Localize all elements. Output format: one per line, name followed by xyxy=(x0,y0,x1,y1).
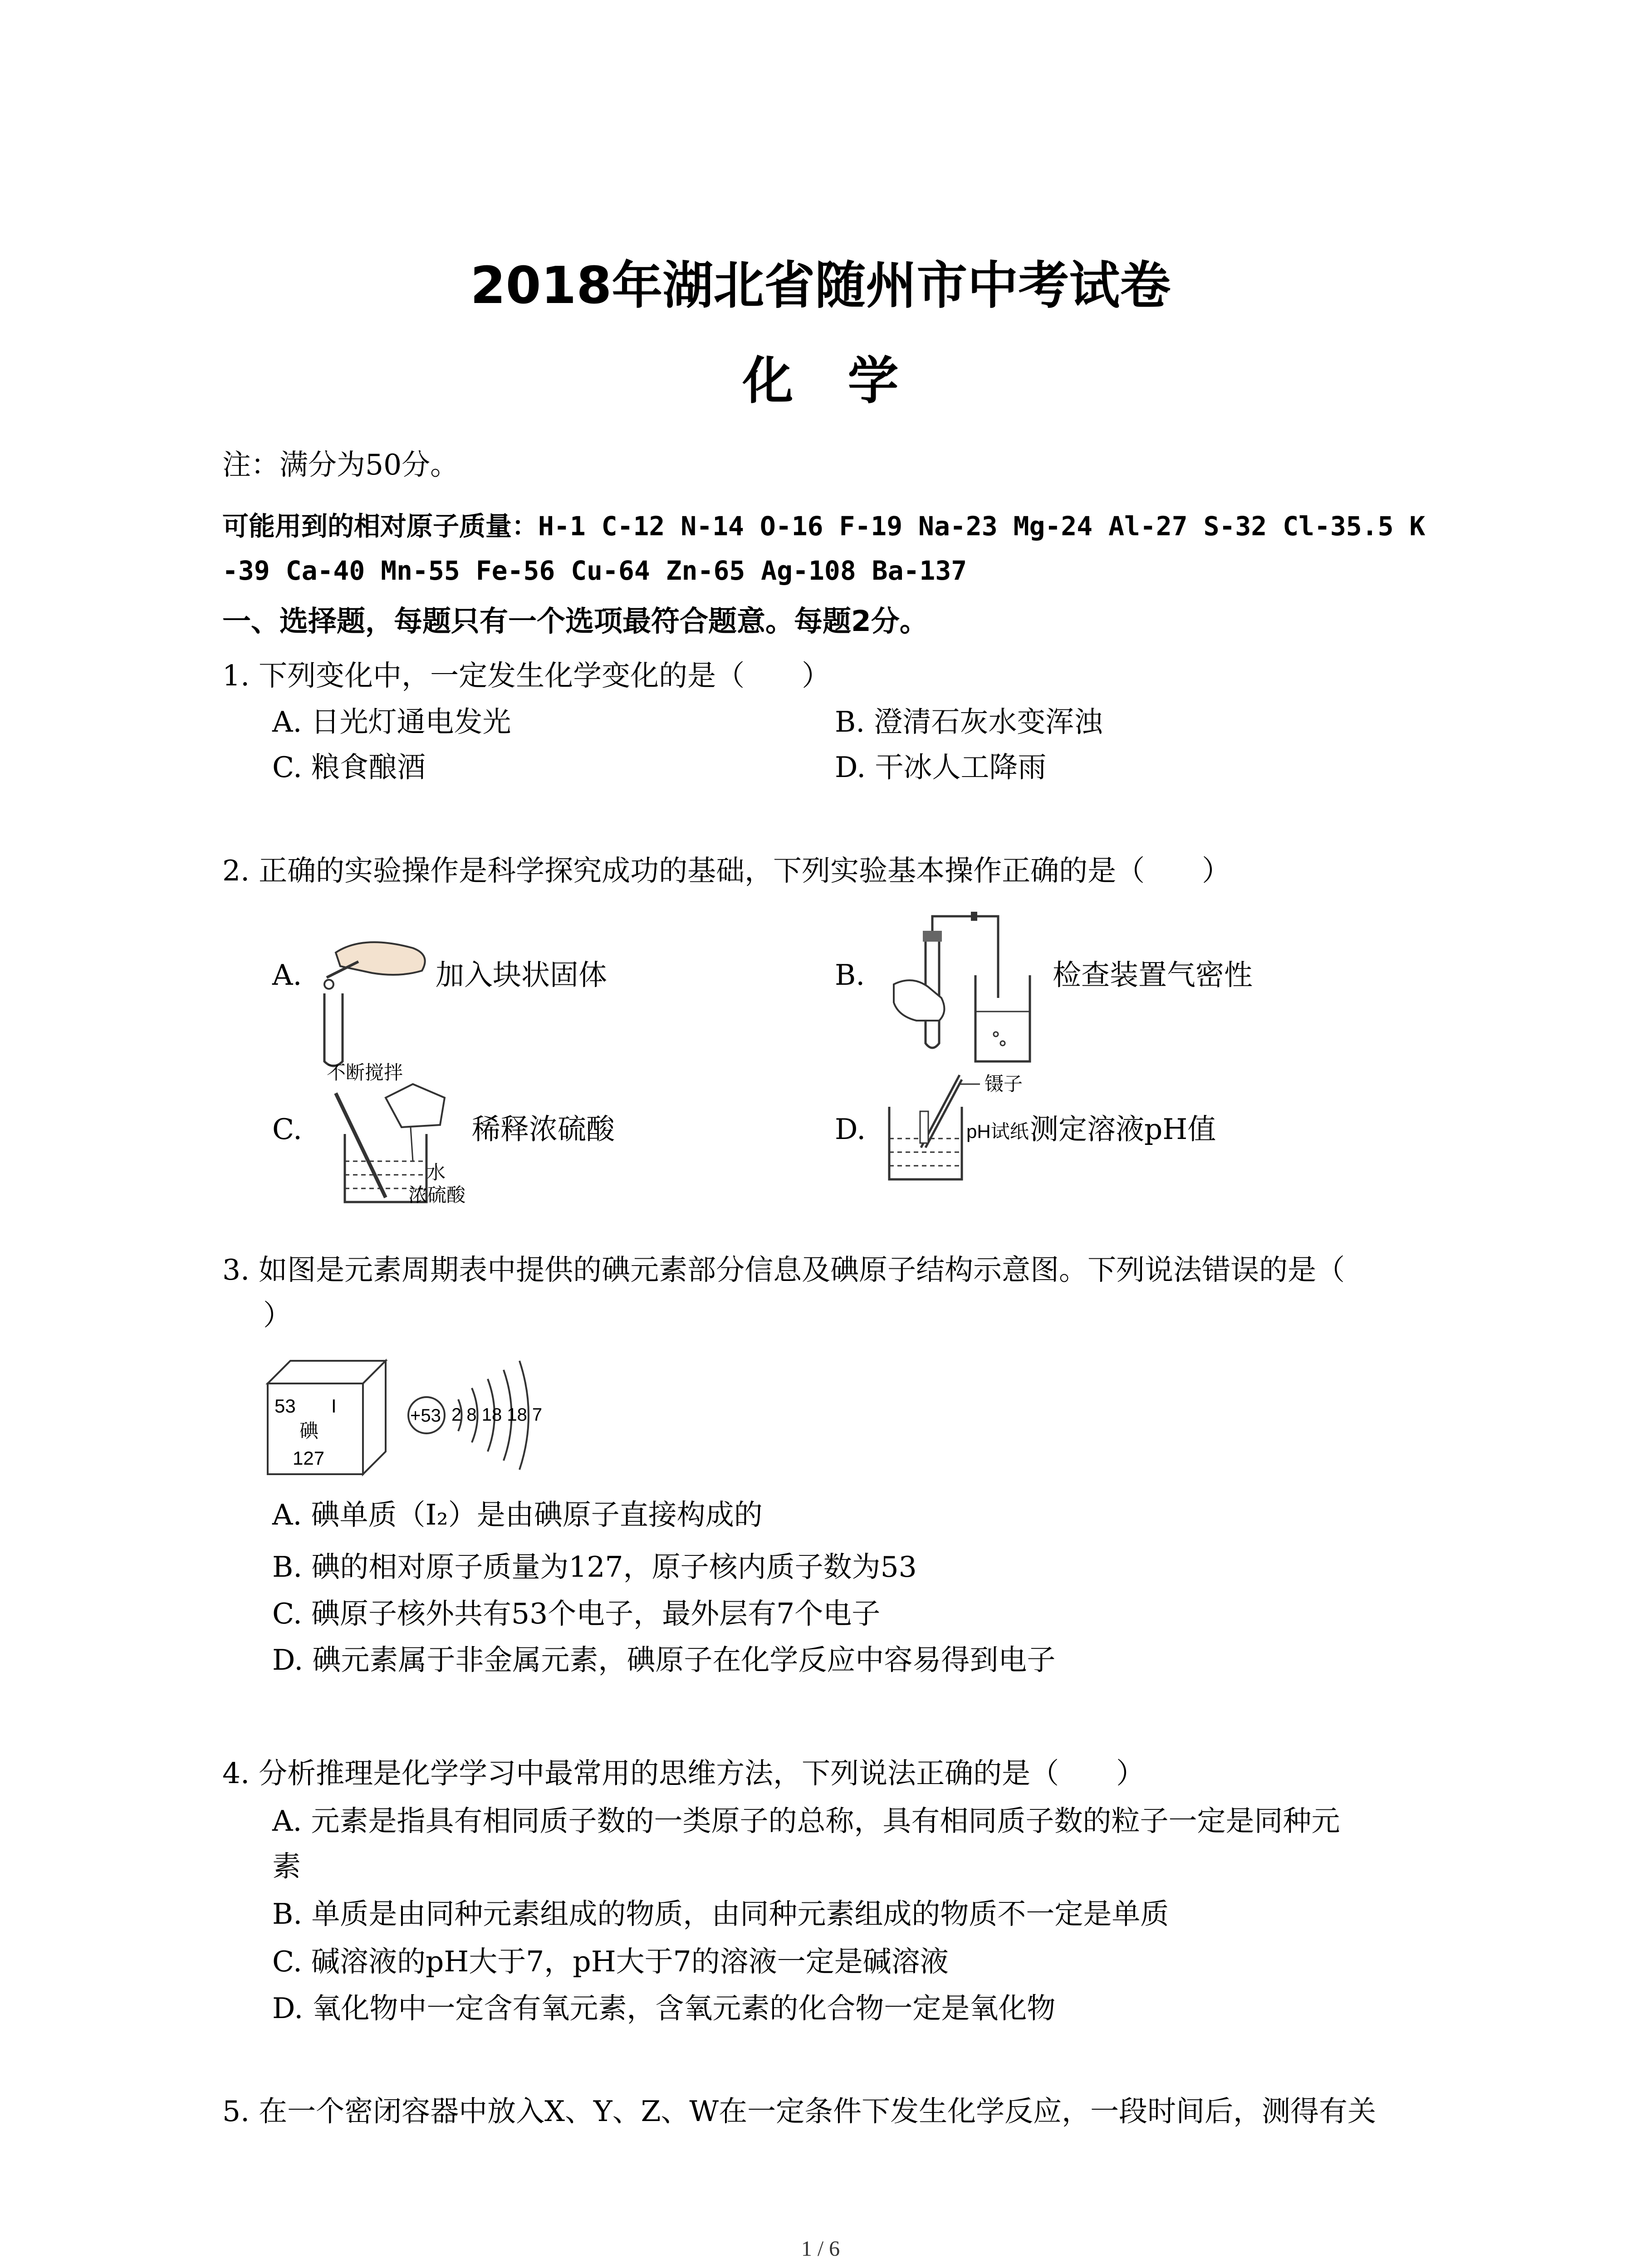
periodic-table-cell xyxy=(263,1356,390,1479)
question-1-option-d: D. 干冰人工降雨 xyxy=(835,751,1047,784)
tweezers-label: 镊子 xyxy=(985,1073,1023,1095)
question-3-option-a: A. 碘单质（I₂）是由碘原子直接构成的 xyxy=(272,1498,763,1531)
test-tube-solid-figure xyxy=(309,934,445,1070)
element-symbol: I xyxy=(331,1395,337,1417)
question-4-option-a-line-1: A. 元素是指具有相同质子数的一类原子的总称，具有相同质子数的粒子一定是同种元 xyxy=(272,1804,1340,1838)
question-3-option-b: B. 碘的相对原子质量为127，原子核内质子数为53 xyxy=(272,1550,917,1584)
water-label: 水 xyxy=(426,1162,446,1183)
question-2-option-b-letter: B. xyxy=(835,958,865,992)
atomic-number: 53 xyxy=(274,1395,296,1417)
question-5-stem: 5. 在一个密闭容器中放入X、Y、Z、W在一定条件下发生化学反应，一段时间后，测得有关 xyxy=(222,2095,1376,2128)
section-heading: 一、选择题，每题只有一个选项最符合题意。每题2分。 xyxy=(222,605,928,638)
question-2-option-b-text: 检查装置气密性 xyxy=(1053,958,1253,992)
ph-paper-label: pH试纸 xyxy=(966,1121,1029,1142)
score-note: 注：满分为50分。 xyxy=(222,448,459,481)
question-4-option-b: B. 单质是由同种元素组成的物质，由同种元素组成的物质不一定是单质 xyxy=(272,1897,1169,1931)
exam-title: 2018年湖北省随州市中考试卷 xyxy=(470,256,1171,315)
subject-title: 化学 xyxy=(742,352,953,411)
page-number: 1 / 6 xyxy=(801,2237,840,2261)
question-3-stem-line-1: 3. 如图是元素周期表中提供的碘元素部分信息及碘原子结构示意图。下列说法错误的是（ xyxy=(222,1253,1345,1286)
stir-label: 不断搅拌 xyxy=(327,1062,403,1083)
atomic-mass-line-1: 可能用到的相对原子质量：H-1 C-12 N-14 O-16 F-19 Na-23 Mg-24 Al-27 S-32 Cl-35.5 K xyxy=(222,511,1425,542)
question-2-stem: 2. 正确的实验操作是科学探究成功的基础，下列实验基本操作正确的是（ ） xyxy=(222,854,1231,887)
relative-atomic-mass: 127 xyxy=(293,1447,325,1469)
question-1-option-b: B. 澄清石灰水变浑浊 xyxy=(835,705,1103,738)
element-name: 碘 xyxy=(299,1420,319,1442)
question-4-option-d: D. 氧化物中一定含有氧元素，含氧元素的化合物一定是氧化物 xyxy=(272,1992,1056,2025)
electron-shells: 2 8 18 18 7 xyxy=(451,1405,543,1425)
question-3-stem-line-2: ） xyxy=(263,1299,292,1332)
question-2-option-a-text: 加入块状固体 xyxy=(436,958,607,992)
question-2-option-c-text: 稀释浓硫酸 xyxy=(472,1113,615,1146)
question-3-option-d: D. 碘元素属于非金属元素，碘原子在化学反应中容易得到电子 xyxy=(272,1643,1056,1677)
airtightness-check-figure xyxy=(885,907,1043,1070)
concentrated-acid-label: 浓硫酸 xyxy=(408,1184,466,1206)
question-2-option-c-letter: C. xyxy=(272,1113,302,1146)
question-2-option-a-letter: A. xyxy=(272,958,302,992)
nucleus-charge: +53 xyxy=(410,1406,441,1426)
question-1-stem: 1. 下列变化中，一定发生化学变化的是（ ） xyxy=(222,659,831,692)
question-4-option-a-line-2: 素 xyxy=(272,1850,301,1883)
atomic-mass-line-2: -39 Ca-40 Mn-55 Fe-56 Cu-64 Zn-65 Ag-108 Ba-137 xyxy=(222,555,967,586)
question-4-option-c: C. 碱溶液的pH大于7，pH大于7的溶液一定是碱溶液 xyxy=(272,1945,949,1978)
question-2-option-d-text: 测定溶液pH值 xyxy=(1030,1113,1216,1146)
question-3-option-c: C. 碘原子核外共有53个电子，最外层有7个电子 xyxy=(272,1597,881,1630)
question-4-stem: 4. 分析推理是化学学习中最常用的思维方法，下列说法正确的是（ ） xyxy=(222,1757,1145,1790)
question-1-option-a: A. 日光灯通电发光 xyxy=(272,705,511,738)
question-2-option-d-letter: D. xyxy=(835,1113,866,1146)
question-1-option-c: C. 粮食酿酒 xyxy=(272,751,426,784)
